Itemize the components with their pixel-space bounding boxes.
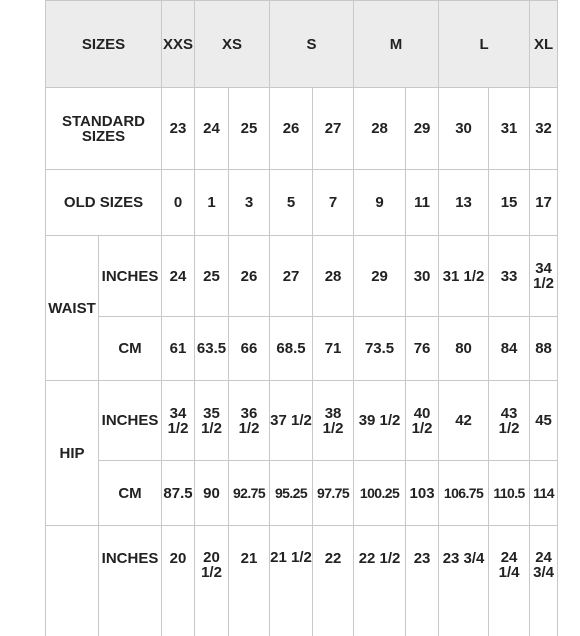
third-measure-inches-row bbox=[46, 526, 558, 636]
unit-label-cm: CM bbox=[99, 461, 162, 526]
old-sizes-label: OLD SIZES bbox=[46, 170, 162, 236]
table-cell: 100.25 bbox=[354, 461, 406, 526]
table-cell: 103 bbox=[406, 461, 439, 526]
table-cell: 45 bbox=[530, 381, 558, 461]
size-group-l: L bbox=[439, 1, 530, 88]
waist-cm-row bbox=[46, 317, 558, 381]
table-cell: 87.5 bbox=[162, 461, 195, 526]
size-group-xl: XL bbox=[530, 1, 558, 88]
size-group-xs: XS bbox=[195, 1, 270, 88]
table-cell: 23 3/4 bbox=[439, 526, 489, 636]
table-cell: 25 bbox=[229, 88, 270, 170]
table-cell: 80 bbox=[439, 317, 489, 381]
table-cell: 24 bbox=[195, 88, 229, 170]
table-cell: 76 bbox=[406, 317, 439, 381]
table-cell: 22 1/2 bbox=[354, 526, 406, 636]
table-cell: 40 1/2 bbox=[406, 381, 439, 461]
table-cell: 25 bbox=[195, 236, 229, 317]
table-cell: 23 bbox=[162, 88, 195, 170]
table-cell: 42 bbox=[439, 381, 489, 461]
sizes-header: SIZES bbox=[46, 1, 162, 88]
table-cell: 36 1/2 bbox=[229, 381, 270, 461]
table-cell: 39 1/2 bbox=[354, 381, 406, 461]
table-cell: 32 bbox=[530, 88, 558, 170]
table-cell: 110.5 bbox=[489, 461, 530, 526]
waist-inches-row bbox=[46, 236, 558, 317]
table-cell: 7 bbox=[313, 170, 354, 236]
table-cell: 68.5 bbox=[270, 317, 313, 381]
table-cell: 35 1/2 bbox=[195, 381, 229, 461]
table-cell: 26 bbox=[270, 88, 313, 170]
hip-inches-row bbox=[46, 381, 558, 461]
table-cell: 30 bbox=[406, 236, 439, 317]
table-cell: 20 bbox=[162, 526, 195, 636]
table-cell: 21 bbox=[229, 526, 270, 636]
table-cell: 29 bbox=[406, 88, 439, 170]
table-cell: 66 bbox=[229, 317, 270, 381]
table-cell: 34 1/2 bbox=[162, 381, 195, 461]
unit-label-inches: INCHES bbox=[99, 381, 162, 461]
table-cell: 28 bbox=[313, 236, 354, 317]
table-cell: 13 bbox=[439, 170, 489, 236]
size-group-xxs: XXS bbox=[162, 1, 195, 88]
hip-cm-row bbox=[46, 461, 558, 526]
unit-label-cm: CM bbox=[99, 317, 162, 381]
table-cell: 84 bbox=[489, 317, 530, 381]
waist-label: WAIST bbox=[46, 236, 99, 381]
table-cell: 43 1/2 bbox=[489, 381, 530, 461]
table-cell: 17 bbox=[530, 170, 558, 236]
table-cell: 90 bbox=[195, 461, 229, 526]
table-cell: 61 bbox=[162, 317, 195, 381]
third-measure-label bbox=[46, 526, 99, 636]
table-cell: 95.25 bbox=[270, 461, 313, 526]
standard-sizes-row bbox=[46, 88, 558, 170]
unit-label-inches: INCHES bbox=[99, 236, 162, 317]
table-cell: 92.75 bbox=[229, 461, 270, 526]
table-cell: 0 bbox=[162, 170, 195, 236]
table-cell: 21 1/2 bbox=[270, 526, 313, 636]
table-cell: 27 bbox=[313, 88, 354, 170]
unit-label-inches: INCHES bbox=[99, 526, 162, 636]
table-cell: 22 bbox=[313, 526, 354, 636]
size-chart-table bbox=[45, 0, 558, 636]
table-cell: 23 bbox=[406, 526, 439, 636]
header-row bbox=[46, 1, 558, 88]
table-cell: 3 bbox=[229, 170, 270, 236]
table-cell: 71 bbox=[313, 317, 354, 381]
table-cell: 97.75 bbox=[313, 461, 354, 526]
table-cell: 106.75 bbox=[439, 461, 489, 526]
table-cell: 34 1/2 bbox=[530, 236, 558, 317]
table-cell: 73.5 bbox=[354, 317, 406, 381]
table-cell: 30 bbox=[439, 88, 489, 170]
table-cell: 38 1/2 bbox=[313, 381, 354, 461]
table-cell: 26 bbox=[229, 236, 270, 317]
table-cell: 11 bbox=[406, 170, 439, 236]
table-cell: 114 bbox=[530, 461, 558, 526]
table-cell: 24 1/4 bbox=[489, 526, 530, 636]
table-cell: 20 1/2 bbox=[195, 526, 229, 636]
table-cell: 24 3/4 bbox=[530, 526, 558, 636]
table-cell: 88 bbox=[530, 317, 558, 381]
old-sizes-row bbox=[46, 170, 558, 236]
table-cell: 1 bbox=[195, 170, 229, 236]
table-cell: 33 bbox=[489, 236, 530, 317]
table-cell: 27 bbox=[270, 236, 313, 317]
size-group-s: S bbox=[270, 1, 354, 88]
table-cell: 29 bbox=[354, 236, 406, 317]
table-cell: 31 bbox=[489, 88, 530, 170]
table-cell: 24 bbox=[162, 236, 195, 317]
size-chart-container bbox=[45, 0, 558, 636]
table-cell: 63.5 bbox=[195, 317, 229, 381]
size-group-m: M bbox=[354, 1, 439, 88]
table-cell: 37 1/2 bbox=[270, 381, 313, 461]
hip-label: HIP bbox=[46, 381, 99, 526]
table-cell: 31 1/2 bbox=[439, 236, 489, 317]
table-cell: 28 bbox=[354, 88, 406, 170]
table-cell: 15 bbox=[489, 170, 530, 236]
table-cell: 9 bbox=[354, 170, 406, 236]
standard-sizes-label: STANDARD SIZES bbox=[46, 88, 162, 170]
table-cell: 5 bbox=[270, 170, 313, 236]
